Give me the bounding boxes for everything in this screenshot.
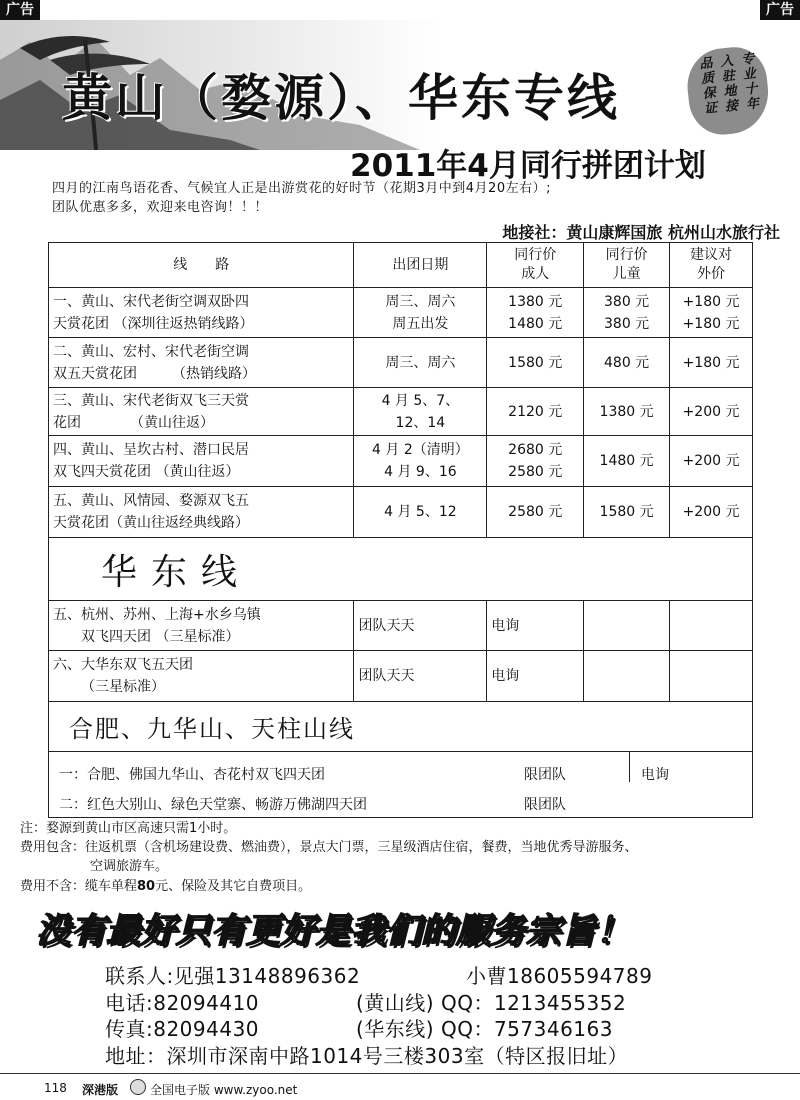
route-cell [49, 651, 354, 702]
section-title-east: 华东线 [49, 538, 753, 601]
table-row [49, 487, 753, 538]
date-line: 周五出发 [392, 315, 449, 332]
header-suggest-l2: 外价 [697, 266, 726, 282]
route-line: 一、黄山、宋代老街空调双卧四 [53, 293, 249, 310]
price-line: +180 元 [682, 293, 740, 310]
intro-line: 四月的江南鸟语花香、气候宜人正是出游赏花的好时节（花期3月中到4月20左右）; [52, 181, 551, 196]
note-text: 元、保险及其它自费项目。 [155, 879, 312, 894]
suggest-price-cell: +180 元 [670, 338, 753, 388]
table-row [49, 288, 753, 338]
price-line: 380 元 [604, 293, 650, 310]
header-date: 出团日期 [354, 243, 487, 288]
date-line: 4 月 5、7、 [381, 392, 460, 409]
ad-tag-right: 广告 [760, 0, 800, 20]
child-price-cell: 1380 元 [584, 388, 670, 436]
header-child-l1: 同行价 [605, 247, 648, 263]
date-cell: 4 月 5、12 [354, 487, 487, 538]
date-cell: 团队天天 [354, 651, 487, 702]
child-price-cell [584, 288, 670, 338]
date-cell: 周三、周六 [354, 338, 487, 388]
badge-column: 品质保证 [695, 55, 717, 117]
hefei-rows-block [49, 752, 753, 818]
service-slogan: 没有最好只有更好是我们的服务宗旨！ [36, 911, 631, 951]
page-number: 118 [44, 1081, 67, 1095]
route-cell [49, 487, 354, 538]
note-text: 费用不含：缆车单程 [20, 879, 138, 894]
child-price-cell: 480 元 [584, 338, 670, 388]
price-line: 380 元 [604, 315, 650, 332]
route-price-table [48, 242, 753, 818]
route-line: 二、黄山、宏村、宋代老街空调 [53, 343, 249, 360]
contact-person: 小曹18605594789 [466, 964, 653, 988]
date-cell [354, 436, 487, 487]
route-line: 天赏花团（黄山往返经典线路） [53, 515, 249, 531]
header-suggest [670, 243, 753, 288]
header-suggest-l1: 建议对 [690, 247, 733, 263]
price-line: 2680 元 [508, 442, 563, 458]
child-price-cell: 1580 元 [584, 487, 670, 538]
badge-column: 专业十年 [737, 51, 759, 113]
header-route: 线 路 [49, 243, 354, 288]
page-title: 黄山（婺源）、华东专线 [62, 68, 620, 127]
date-line: 周三、周六 [385, 293, 456, 310]
contact-phone: 电话:82094410 [105, 991, 260, 1015]
contact-person: 联系人:见强13148896362 [105, 964, 361, 988]
publisher-logo-icon [130, 1079, 146, 1095]
note-number: 80 [137, 879, 156, 894]
footer-divider [0, 1073, 800, 1074]
header-adult-l1: 同行价 [514, 247, 557, 263]
route-cell [49, 436, 354, 487]
route-line: 四、黄山、呈坎古村、潜口民居 [53, 442, 249, 458]
note-line: 注：婺源到黄山市区高速只需1小时。 [20, 821, 237, 836]
suggest-price-cell: +200 元 [670, 487, 753, 538]
section-title-hefei: 合肥、九华山、天柱山线 [49, 702, 753, 752]
child-price-cell [584, 601, 670, 651]
header-child [584, 243, 670, 288]
local-agency: 地接社：黄山康辉国旅 杭州山水旅行社 [502, 223, 780, 242]
suggest-price-cell [670, 601, 753, 651]
adult-price-cell [487, 288, 584, 338]
table-row [49, 436, 753, 487]
suggest-price-cell: +200 元 [670, 388, 753, 436]
hefei-type: 限团队 [524, 797, 566, 813]
route-line: 花团 （黄山往返） [53, 414, 214, 431]
contact-qq: (华东线) QQ：757346163 [356, 1017, 613, 1041]
adult-price-cell: 1580 元 [487, 338, 584, 388]
header-adult-l2: 成人 [521, 266, 550, 282]
note-line [20, 878, 311, 896]
price-line: 1380 元 [508, 293, 563, 310]
date-cell: 团队天天 [354, 601, 487, 651]
hefei-price: 电询 [641, 767, 669, 783]
route-line: 三、黄山、宋代老街双飞三天赏 [53, 392, 249, 409]
date-line: 12、14 [395, 414, 446, 431]
intro-line: 团队优惠多多，欢迎来电咨询！！！ [52, 200, 269, 215]
table-row [49, 651, 753, 702]
route-cell [49, 388, 354, 436]
route-line: 双飞四天团 （三星标准） [81, 628, 240, 645]
date-cell [354, 388, 487, 436]
note-line: 费用包含：往返机票（含机场建设费、燃油费），景点大门票，三星级酒店住宿，餐费，当地优秀导游服务、 [20, 840, 638, 855]
hefei-type: 限团队 [524, 767, 566, 783]
contact-address: 地址：深圳市深南中路1014号三楼303室（特区报旧址） [105, 1044, 629, 1068]
site-label: 全国电子版 www.zyoo.net [150, 1083, 298, 1097]
adult-price-cell: 2580 元 [487, 487, 584, 538]
price-line: 2580 元 [508, 464, 563, 480]
route-line: 六、大华东双飞五天团 [53, 657, 193, 673]
badge-column: 入驻地接 [716, 53, 738, 115]
child-price-cell [584, 651, 670, 702]
suggest-price-cell: +200 元 [670, 436, 753, 487]
price-line: 1480 元 [508, 315, 563, 332]
contact-qq: (黄山线) QQ：1213455352 [356, 991, 627, 1015]
table-header-row [49, 243, 753, 288]
route-line: 五、杭州、苏州、上海+水乡乌镇 [53, 606, 261, 623]
hefei-rows-cell [49, 752, 753, 818]
route-line: 双飞四天赏花团 （黄山往返） [53, 464, 240, 480]
route-line: 天赏花团 （深圳往返热销线路） [53, 315, 254, 332]
date-line: 4 月 2（清明） [372, 442, 469, 458]
suggest-price-cell [670, 288, 753, 338]
header-adult [487, 243, 584, 288]
table-row [49, 601, 753, 651]
route-cell [49, 338, 354, 388]
route-line: 双五天赏花团 （热销线路） [53, 365, 256, 382]
date-cell [354, 288, 487, 338]
ad-tag-left: 广告 [0, 0, 40, 20]
note-line: 空调旅游车。 [90, 859, 169, 874]
header-child-l2: 儿童 [612, 266, 641, 282]
hefei-route: 二：红色大别山、绿色天堂寨、畅游万佛湖四天团 [59, 797, 367, 813]
section-row-east [49, 538, 753, 601]
hefei-route: 一：合肥、佛国九华山、杏花村双飞四天团 [59, 767, 325, 783]
price-line: +180 元 [682, 315, 740, 332]
table-row [49, 388, 753, 436]
child-price-cell: 1480 元 [584, 436, 670, 487]
table-row [49, 338, 753, 388]
adult-price-cell: 电询 [487, 601, 584, 651]
adult-price-cell [487, 436, 584, 487]
route-line: 五、黄山、风情园、婺源双飞五 [53, 493, 249, 509]
route-cell [49, 288, 354, 338]
section-row-hefei [49, 702, 753, 752]
cell-divider [629, 752, 630, 782]
plan-title: 2011年4月同行拼团计划 [350, 148, 706, 184]
adult-price-cell: 电询 [487, 651, 584, 702]
route-line: （三星标准） [81, 679, 165, 695]
contact-fax: 传真:82094430 [105, 1017, 260, 1041]
adult-price-cell: 2120 元 [487, 388, 584, 436]
suggest-price-cell [670, 651, 753, 702]
date-line: 4 月 9、16 [384, 464, 457, 480]
edition-label: 深港版 [82, 1083, 119, 1097]
route-cell [49, 601, 354, 651]
